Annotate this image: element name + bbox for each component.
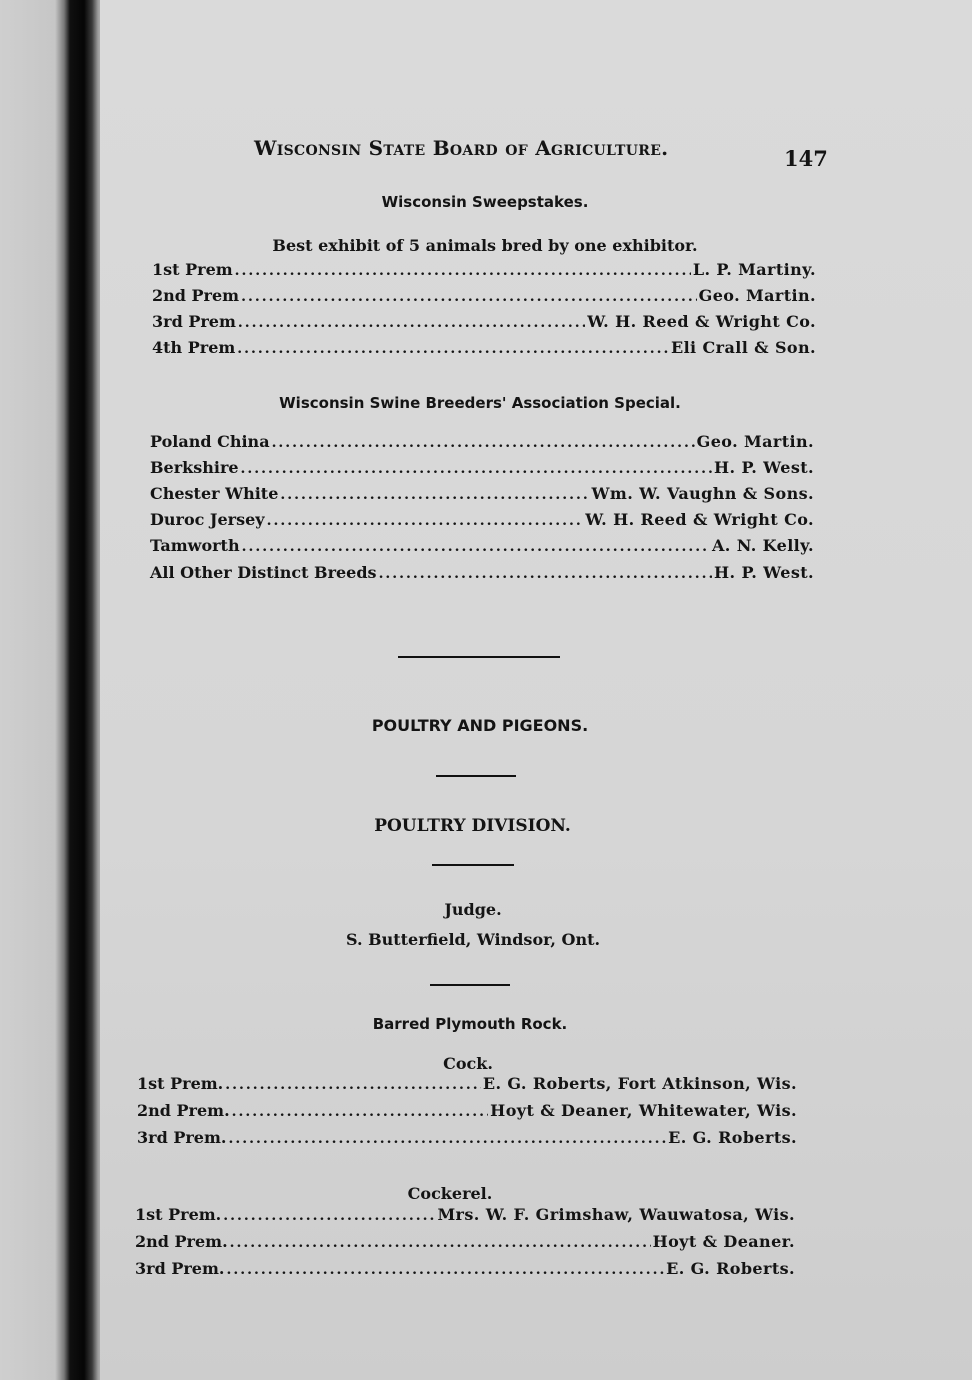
poultry-division-title: POULTRY DIVISION. (374, 816, 571, 836)
page-number: 147 (784, 146, 828, 171)
leader-dots (238, 315, 585, 331)
winner-name: E. G. Roberts. (666, 1259, 795, 1278)
sweepstakes-subtitle: Best exhibit of 5 animals bred by one exhibitor. (272, 236, 698, 255)
leader-dots (241, 289, 697, 305)
winner-name: Eli Crall & Son. (670, 338, 816, 357)
cockerel-row-2 (135, 1232, 795, 1251)
sweepstakes-title: Wisconsin Sweepstakes. (381, 193, 589, 211)
prize-label: 1st Prem (152, 260, 233, 279)
leader-dots (379, 566, 712, 582)
winner-name: H. P. West. (714, 563, 814, 582)
leader-dots (226, 1262, 664, 1278)
section-divider (430, 984, 510, 986)
winner-name: Mrs. W. F. Grimshaw, Wauwatosa, Wis. (437, 1205, 795, 1224)
judge-name: S. Butterfield, Windsor, Ont. (345, 930, 601, 949)
sweepstakes-row-1 (152, 260, 816, 279)
cock-row-3 (137, 1128, 797, 1147)
prize-label: 1st Prem. (135, 1205, 222, 1224)
breed-label: All Other Distinct Breeds (150, 563, 377, 582)
swine-row-6 (150, 563, 814, 582)
prize-label: 3rd Prem. (137, 1128, 227, 1147)
leader-dots (230, 1235, 651, 1251)
winner-name: W. H. Reed & Wright Co. (587, 312, 816, 331)
prize-label: 2nd Prem. (137, 1101, 230, 1120)
winner-name: Geo. Martin. (698, 286, 816, 305)
cock-heading: Cock. (443, 1054, 493, 1073)
prize-label: 1st Prem. (137, 1074, 224, 1093)
leader-dots (225, 1077, 481, 1093)
winner-name: W. H. Reed & Wright Co. (585, 510, 814, 529)
prize-label: 2nd Prem (152, 286, 240, 305)
prize-label: 4th Prem (152, 338, 236, 357)
winner-name: E. G. Roberts. (668, 1128, 797, 1147)
winner-name: Geo. Martin. (696, 432, 814, 451)
section-divider (398, 656, 560, 658)
leader-dots (267, 513, 584, 529)
sweepstakes-row-3 (152, 312, 816, 331)
swine-row-4 (150, 510, 814, 529)
winner-name: Wm. W. Vaughn & Sons. (591, 484, 814, 503)
sweepstakes-row-2 (152, 286, 816, 305)
winner-name: A. N. Kelly. (711, 536, 814, 555)
section-divider (432, 864, 514, 866)
leader-dots (223, 1208, 435, 1224)
winner-name: H. P. West. (714, 458, 814, 477)
cockerel-row-3 (135, 1259, 795, 1278)
breed-label: Chester White (150, 484, 279, 503)
leader-dots (242, 539, 710, 555)
sweepstakes-row-4 (152, 338, 816, 357)
judge-heading: Judge. (444, 900, 502, 919)
breed-label: Duroc Jersey (150, 510, 265, 529)
swine-row-3 (150, 484, 814, 503)
breed-label: Poland China (150, 432, 270, 451)
winner-name: Hoyt & Deaner. (652, 1232, 795, 1251)
poultry-title: POULTRY AND PIGEONS. (371, 716, 589, 735)
leader-dots (232, 1104, 489, 1120)
swine-row-2 (150, 458, 814, 477)
prize-label: 2nd Prem. (135, 1232, 228, 1251)
cockerel-heading: Cockerel. (407, 1184, 493, 1203)
breed-title: Barred Plymouth Rock. (372, 1015, 568, 1033)
running-head: Wisconsin State Board of Agriculture. (254, 136, 669, 160)
swine-row-1 (150, 432, 814, 451)
leader-dots (237, 341, 669, 357)
winner-name: E. G. Roberts, Fort Atkinson, Wis. (482, 1074, 797, 1093)
breed-label: Tamworth (150, 536, 240, 555)
cockerel-row-1 (135, 1205, 795, 1224)
prize-label: 3rd Prem. (135, 1259, 225, 1278)
swine-special-title: Wisconsin Swine Breeders' Association Special. (279, 394, 681, 412)
prize-label: 3rd Prem (152, 312, 236, 331)
leader-dots (228, 1131, 666, 1147)
leader-dots (280, 487, 589, 503)
winner-name: L. P. Martiny. (692, 260, 816, 279)
cock-row-2 (137, 1101, 797, 1120)
book-binding-shadow (0, 0, 100, 1380)
leader-dots (241, 461, 712, 477)
breed-label: Berkshire (150, 458, 239, 477)
leader-dots (235, 263, 691, 279)
section-divider (436, 775, 516, 777)
winner-name: Hoyt & Deaner, Whitewater, Wis. (490, 1101, 797, 1120)
cock-row-1 (137, 1074, 797, 1093)
swine-row-5 (150, 536, 814, 555)
leader-dots (272, 435, 695, 451)
